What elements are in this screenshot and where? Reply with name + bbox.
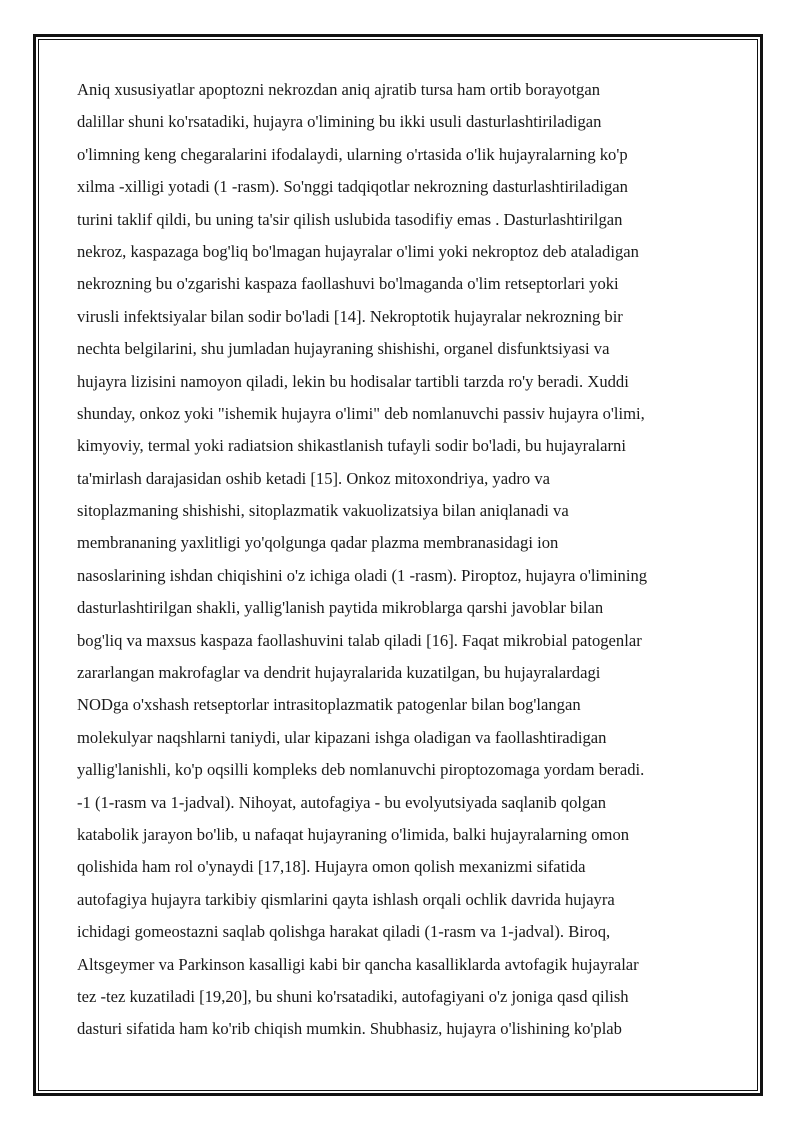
text-line: nasoslarining ishdan chiqishini o'z ichiga oladi (1 -rasm). Piroptoz, hujayra o'limining xyxy=(77,565,648,585)
text-line: membrananing yaxlitligi yo'qolgunga qadar plazma membranasidagi ion xyxy=(77,533,559,553)
text-line: autofagiya hujayra tarkibiy qismlarini qayta ishlash orqali ochlik davrida hujayra xyxy=(77,889,615,909)
text-line: sitoplazmaning shishishi, sitoplazmatik vakuolizatsiya bilan aniqlanadi va xyxy=(77,501,569,521)
text-line: bog'liq va maxsus kaspaza faollashuvini talab qiladi [16]. Faqat mikrobial patogenlar xyxy=(77,630,642,650)
text-line: -1 (1-rasm va 1-jadval). Nihoyat, autofagiya - bu evolyutsiyada saqlanib qolgan xyxy=(77,792,606,812)
text-line: zararlangan makrofaglar va dendrit hujayralarida kuzatilgan, bu hujayralardagi xyxy=(77,663,601,683)
text-line: ta'mirlash darajasidan oshib ketadi [15]. Onkoz mitoxondriya, yadro va xyxy=(77,468,551,488)
text-line: virusli infektsiyalar bilan sodir bo'ladi [14]. Nekroptotik hujayralar nekrozning bir xyxy=(77,306,623,326)
text-line: ichidagi gomeostazni saqlab qolishga harakat qiladi (1-rasm va 1-jadval). Biroq, xyxy=(77,922,611,942)
text-line: NODga o'xshash retseptorlar intrasitoplazmatik patogenlar bilan bog'langan xyxy=(77,695,581,715)
text-line: xilma -xilligi yotadi (1 -rasm). So'nggi tadqiqotlar nekrozning dasturlashtiriladigan xyxy=(77,177,628,197)
text-line: dasturi sifatida ham ko'rib chiqish mumkin. Shubhasiz, hujayra o'lishining ko'plab xyxy=(77,1019,622,1039)
text-line: katabolik jarayon bo'lib, u nafaqat hujayraning o'limida, balki hujayralarning omon xyxy=(77,824,630,844)
body-paragraph xyxy=(77,74,737,1046)
text-line: nekrozning bu o'zgarishi kaspaza faollashuvi bo'lmaganda o'lim retseptorlari yoki xyxy=(77,274,619,294)
text-line: tez -tez kuzatiladi [19,20], bu shuni ko'rsatadiki, autofagiyani o'z joniga qasd qilish xyxy=(77,986,629,1006)
text-line: kimyoviy, termal yoki radiatsion shikastlanish tufayli sodir bo'ladi, bu hujayralarni xyxy=(77,436,626,456)
text-line: nekroz, kaspazaga bog'liq bo'lmagan hujayralar o'limi yoki nekroptoz deb ataladigan xyxy=(77,241,639,261)
text-line: dasturlashtirilgan shakli, yallig'lanish paytida mikroblarga qarshi javoblar bilan xyxy=(77,598,604,618)
text-line: qolishida ham rol o'ynaydi [17,18]. Hujayra omon qolish mexanizmi sifatida xyxy=(77,857,586,877)
text-line: dalillar shuni ko'rsatadiki, hujayra o'limining bu ikki usuli dasturlashtiriladigan xyxy=(77,112,602,132)
text-line: shunday, onkoz yoki "ishemik hujayra o'limi" deb nomlanuvchi passiv hujayra o'limi, xyxy=(77,403,645,423)
text-line: hujayra lizisini namoyon qiladi, lekin bu hodisalar tartibli tarzda ro'y beradi. Xuddi xyxy=(77,371,629,391)
text-line: molekulyar naqshlarni taniydi, ular kipazani ishga oladigan va faollashtiradigan xyxy=(77,727,607,747)
text-line: turini taklif qildi, bu uning ta'sir qilish uslubida tasodifiy emas . Dasturlashtirilgan xyxy=(77,209,623,229)
text-line: yallig'lanishli, ko'p oqsilli kompleks deb nomlanuvchi piroptozomaga yordam beradi. xyxy=(77,760,645,780)
text-line: nechta belgilarini, shu jumladan hujayraning shishishi, organel disfunktsiyasi va xyxy=(77,339,610,359)
text-line: o'limning keng chegaralarini ifodalaydi, ularning o'rtasida o'lik hujayralarning ko'p xyxy=(77,144,628,164)
text-line: Aniq xususiyatlar apoptozni nekrozdan aniq ajratib tursa ham ortib borayotgan xyxy=(77,80,601,99)
text-line: Altsgeymer va Parkinson kasalligi kabi bir qancha kasalliklarda avtofagik hujayralar xyxy=(77,954,639,974)
